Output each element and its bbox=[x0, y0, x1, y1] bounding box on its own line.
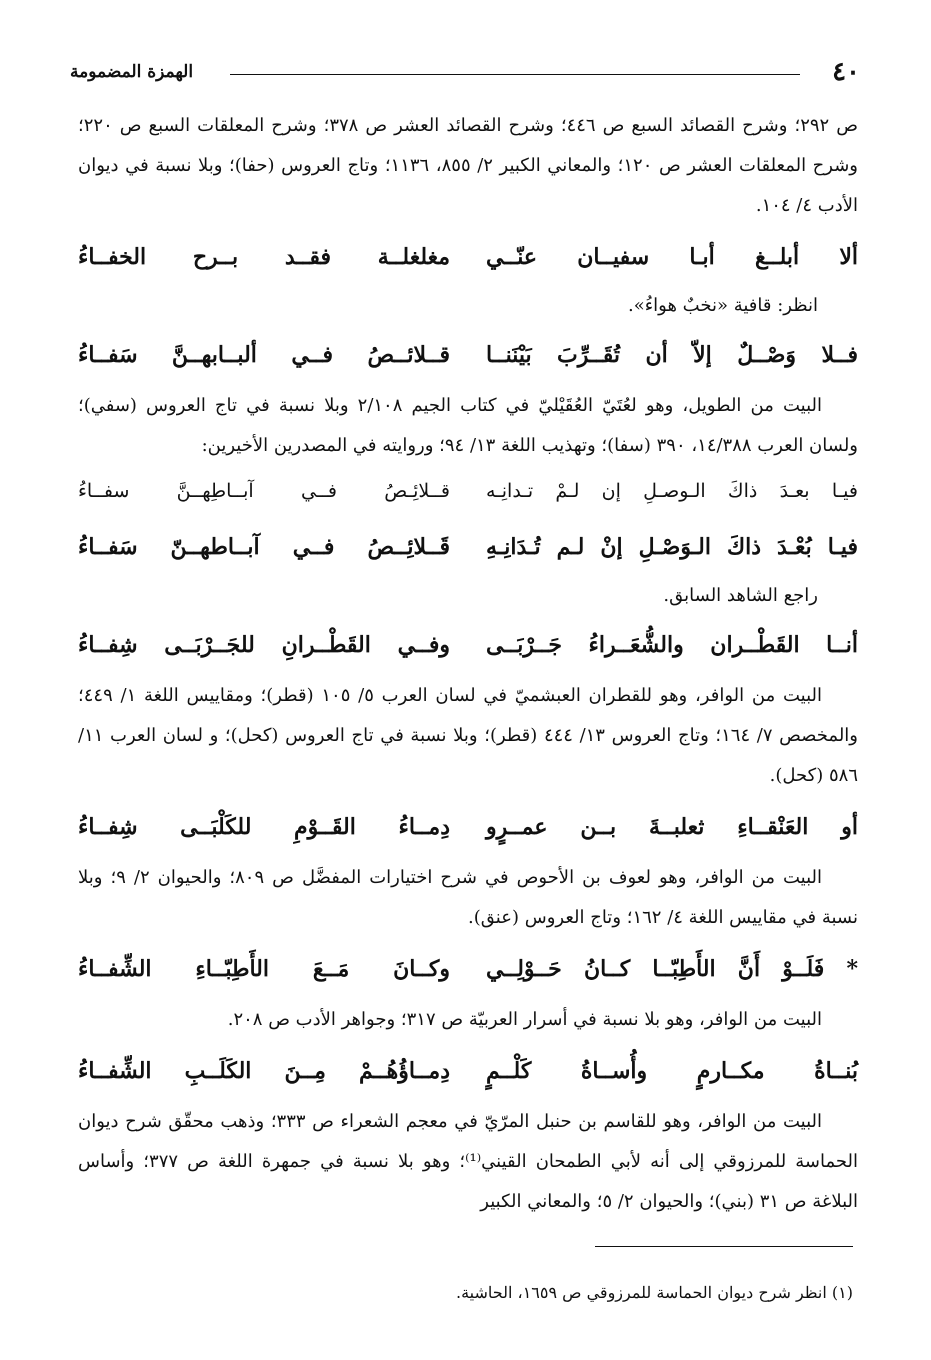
verse-second-hemistich: دِمــاءُ القَــوْمِ للكَلْبَــى شِفــاءُ bbox=[78, 814, 450, 840]
verse-line bbox=[78, 516, 858, 578]
verse-line bbox=[78, 796, 858, 858]
page-header bbox=[70, 56, 860, 88]
paragraph: البيت من الوافر، وهو لعوف بن الأحوص في شرح اختيارات المفضَّل ص ٨٠٩؛ والحيوان ٢/ ٩؛ وبلا نسبة في مقاييس اللغة ٤/ ١٦٢؛ وتاج العروس (عنق). bbox=[78, 867, 858, 928]
verse-second-hemistich: دِمــاؤُهُــمْ مِــنَ الكَلَــبِ الشِّفــاءُ bbox=[78, 1058, 450, 1084]
verse-second-hemistich: وفــي القَطْــرانِ للجَــرْبَــى شِفــاءُ bbox=[78, 632, 450, 658]
verse-first-hemistich: * فَلَــوْ أَنَّ الأَطِبّــا كــانُ حَــوْلِــي bbox=[486, 956, 858, 982]
verse-first-hemistich: أنــا القَطْــران والشُّعَــراءُ جَــرْبَــى bbox=[486, 632, 858, 658]
page-number: ٤٠ bbox=[832, 57, 860, 87]
paragraph: البيت من الوافر، وهو للقاسم بن حنبل المرّيّ في معجم الشعراء ص ٣٣٣؛ وذهب محقّق شرح ديوان الحماسة للمرزوقي إلى أنه لأبي الطمحان القيني⁽¹⁾؛ وهو بلا نسبة في جمهرة اللغة ص ٣٧٧؛ وأساس البلاغة ص ٣١ (بني)؛ والحيوان ٢/ ٥؛ والمعاني الكبير bbox=[78, 1111, 858, 1212]
paragraph: ص ٢٩٢؛ وشرح القصائد السبع ص ٤٤٦؛ وشرح القصائد العشر ص ٣٧٨؛ وشرح المعلقات السبع ص ٢٢٠؛ وشرح المعلقات العشر ص ١٢٠؛ والمعاني الكبير ٢/ ٨٥٥، ١١٣٦؛ وتاج العروس (حفا)؛ وبلا نسبة في ديوان الأدب ٤/ ١٠٤. bbox=[78, 115, 859, 216]
paragraph: البيت من الوافر، وهو للقطران العبشميّ في لسان العرب ٥/ ١٠٥ (قطر)؛ ومقاييس اللغة ١/ ٤٤٩؛ والمخصص ٧/ ١٦٤؛ وتاج العروس ١٣/ ٤٤٤ (قطر)؛ وبلا نسبة في تاج العروس (كحل)؛ و لسان العرب ١١/ ٥٨٦ (كحل). bbox=[78, 685, 858, 786]
page-body bbox=[78, 106, 858, 1222]
verse-first-hemistich: بُنــاةُ مكــارمٍ وأُســاةُ كَلْــمٍ bbox=[486, 1058, 858, 1084]
verse-line bbox=[78, 614, 858, 676]
verse-first-hemistich: فيـا بُعْـدَ ذاكَ الـوَصْـلِ إنْ لـم تُـدَانِـهِ bbox=[486, 534, 858, 560]
verse-second-hemistich: قَــلائِــصُ فــي آبــاطهــنّ سَفــاءُ bbox=[78, 534, 450, 560]
verse-first-hemistich: فــلا وَصْــلٌ إلاّ أن تُقَــرِّبَ بَيْنَنــا bbox=[486, 342, 858, 368]
verse-first-hemistich: أو العَنْقــاءِ ثعلبــةَ بــن عمــرٍو bbox=[486, 814, 858, 840]
verse-second-hemistich: مغلغلــة فقــد بــرح الخفــاءُ bbox=[78, 244, 450, 270]
cross-reference-note: انظر: قافية «نخبٌ هواءُ». bbox=[627, 295, 818, 316]
running-title: الهمزة المضمومة bbox=[70, 62, 194, 82]
verse-line bbox=[78, 324, 858, 386]
verse-first-hemistich: ألا أبلــغ أبـا سفيــان عنّــي bbox=[486, 244, 858, 270]
footnote: (١) انظر شرح ديوان الحماسة للمرزوقي ص ١٦٥٩، الحاشية. bbox=[456, 1283, 853, 1302]
verse-second-hemistich: قــلائــصُ فــي ألبــابهــنَّ سَفــاءُ bbox=[78, 342, 450, 368]
header-rule bbox=[230, 74, 800, 75]
paragraph: البيت من الوافر، وهو بلا نسبة في أسرار العربيّة ص ٣١٧؛ وجواهر الأدب ص ٢٠٨. bbox=[227, 1009, 822, 1030]
cross-reference-note: راجع الشاهد السابق. bbox=[663, 585, 818, 606]
paragraph: البيت من الطويل، وهو لعُتَيّ العُقَيْليّ في كتاب الجيم ٢/١٠٨ وبلا نسبة في تاج العروس (سفي)؛ ولسان العرب ١٤/٣٨٨، ٣٩٠ (سفا)؛ وتهذيب اللغة ١٣/ ٩٤؛ وروايته في المصدرين الأخيرين: bbox=[78, 395, 858, 456]
verse-line bbox=[78, 938, 858, 1000]
verse-variant-line bbox=[78, 466, 858, 516]
footnote-separator bbox=[595, 1246, 853, 1247]
verse-second-hemistich: وكــانَ مَــعَ الأَطِبّــاءِ الشِّفــاءُ bbox=[78, 956, 450, 982]
verse-line bbox=[78, 1040, 858, 1102]
verse-second-hemistich: قــلائِـصُ فــي آبــاطِهــنَّ سفــاءُ bbox=[78, 480, 450, 502]
verse-line bbox=[78, 226, 858, 288]
verse-first-hemistich: فيـا بعـدَ ذاكَ الـوصـلِ إن لـمْ تـدانِـه bbox=[486, 480, 858, 502]
